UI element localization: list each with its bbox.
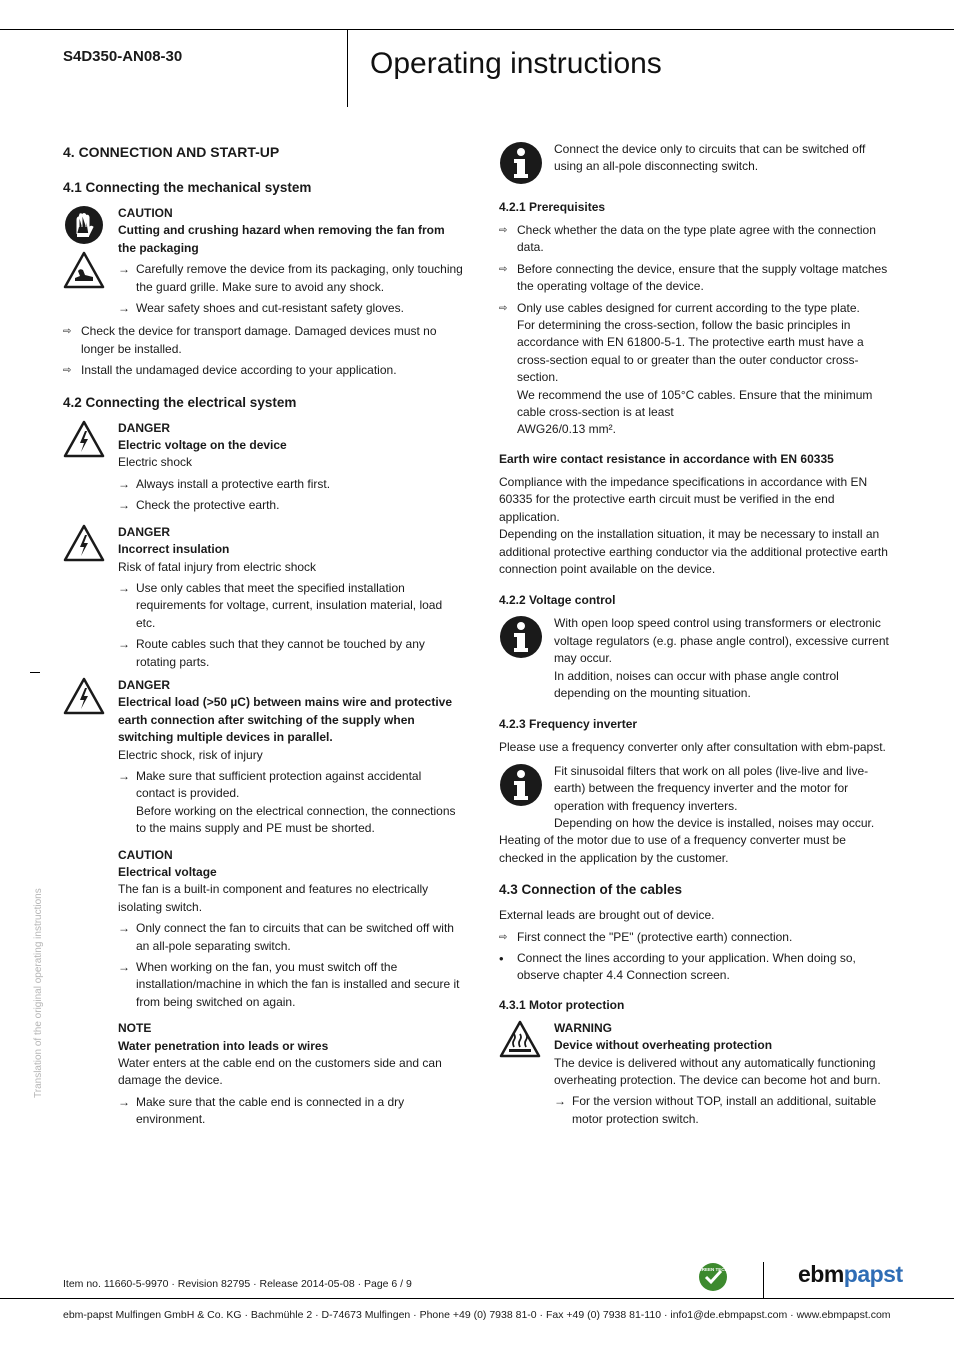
- header-divider: [347, 29, 348, 107]
- bullet-arrow-icon: ⇨: [63, 326, 72, 338]
- freq-heading: 4.2.3 Frequency inverter: [499, 717, 638, 732]
- c1-action-1: Only connect the fan to circuits that can be switched off with an all-pole separating switch.: [136, 921, 454, 953]
- high-voltage-icon: [63, 420, 105, 458]
- danger-block-3: [63, 677, 463, 1129]
- bullet-dot-icon: •: [499, 951, 504, 966]
- warning-title: Device without overheating protection: [554, 1038, 773, 1053]
- danger-block-1: [63, 420, 463, 515]
- danger-block-2: [63, 524, 463, 671]
- danger-title: Electric voltage on the device: [118, 438, 287, 453]
- bullet-arrow-icon: ⇨: [499, 225, 508, 236]
- info-block-freq: [499, 763, 891, 833]
- danger-label: DANGER: [118, 677, 171, 692]
- footer-rule: [0, 1298, 954, 1299]
- footer-address: ebm-papst Mulfingen GmbH & Co. KG · Bachmühle 2 · D-74673 Mulfingen · Phone +49 (0) 7938 81-0 · Fax +49 (0) 7938 81-110 · info1@de.ebmpapst.com · www.ebmpapst.com: [63, 1309, 891, 1321]
- danger-label: DANGER: [118, 420, 171, 435]
- note-desc: Water enters at the cable end on the customers side and can damage the device.: [118, 1056, 442, 1088]
- cables-item-1: First connect the "PE" (protective earth) connection.: [517, 929, 793, 944]
- motor-action: For the version without TOP, install an additional, suitable motor protection switch.: [572, 1094, 877, 1126]
- mech-action-2: Wear safety shoes and cut-resistant safety gloves.: [136, 301, 404, 316]
- danger-desc: Risk of fatal injury from electric shock: [118, 559, 317, 574]
- freq-info-2: Depending on how the device is installed, noises may occur.: [554, 815, 875, 830]
- model-number: S4D350-AN08-30: [63, 48, 183, 65]
- caution-title: Cutting and crushing hazard when removing the fan from the packaging: [118, 223, 445, 255]
- mech-bullet-2: Install the undamaged device according to your application.: [81, 363, 397, 378]
- high-voltage-icon: [63, 524, 105, 562]
- d3-action-1b: Before working on the electrical connection, the connections to the mains supply and PE must be shorted.: [136, 803, 456, 836]
- info-block-voltage: [499, 615, 891, 702]
- earth-heading: Earth wire contact resistance in accordance with EN 60335: [499, 451, 834, 466]
- n1-action-1: Make sure that the cable end is connected in a dry environment.: [136, 1094, 405, 1127]
- d1-action-2: Check the protective earth.: [136, 498, 280, 513]
- warning-label: WARNING: [554, 1020, 612, 1035]
- c1-action-2: When working on the fan, you must switch off the installation/machine in which the fan is installed and secure it from being switched on again.: [136, 960, 460, 1009]
- arrow-icon: →: [118, 301, 130, 316]
- arrow-icon: →: [118, 498, 130, 513]
- d1-action-1: Always install a protective earth first.: [136, 476, 331, 491]
- caution-electrical: [118, 847, 463, 1012]
- bullet-arrow-icon: ⇨: [499, 263, 508, 275]
- warning-desc: The device is delivered without any automatically functioning overheating protection. The device can become hot and burn.: [554, 1055, 881, 1088]
- info-icon: [499, 615, 543, 659]
- left-column: [63, 143, 463, 1129]
- motor-heading: 4.3.1 Motor protection: [499, 997, 625, 1012]
- info-icon: [499, 763, 543, 807]
- danger-title: Electrical load (>50 µC) between mains wire and protective earth connection after switching of the supply when switching multiple devices in parallel.: [118, 695, 453, 745]
- section-title: 4. CONNECTION AND START-UP: [63, 144, 280, 160]
- page-title: Operating instructions: [370, 47, 662, 80]
- caution-label: CAUTION: [118, 847, 173, 862]
- mech-caution-block: [63, 205, 463, 317]
- note-water: [118, 1020, 463, 1128]
- caution-desc: The fan is a built-in component and features no electrically isolating switch.: [118, 882, 429, 914]
- side-translation-note: Translation of the original operating instructions: [33, 888, 44, 1098]
- arrow-icon: →: [118, 921, 130, 936]
- crushing-hazard-icon: [63, 251, 105, 289]
- voltage-p1: With open loop speed control using transformers or electronic voltage regulators (e.g. phase angle control), excessive current may occur.: [554, 616, 889, 666]
- prereq-item-1: Check whether the data on the type plate agree with the connection data.: [517, 223, 876, 255]
- warning-block-motor: [499, 1020, 891, 1128]
- logo-part-papst: papst: [843, 1261, 903, 1287]
- badge-text: GREEN TECH: [698, 1267, 728, 1272]
- arrow-icon: →: [118, 476, 130, 491]
- voltage-heading: 4.2.2 Voltage control: [499, 593, 616, 608]
- arrow-icon: →: [118, 637, 130, 652]
- freq-intro: Please use a frequency converter only after consultation with ebm-papst.: [499, 740, 886, 755]
- footer-item-info: Item no. 11660-5-9970 · Revision 82795 · Release 2014-05-08 · Page 6 / 9: [63, 1278, 412, 1290]
- hot-surface-icon: [499, 1020, 541, 1058]
- company-logo: [798, 1258, 903, 1290]
- arrow-icon: →: [118, 768, 130, 783]
- margin-mark: [30, 672, 40, 673]
- mech-heading: 4.1 Connecting the mechanical system: [63, 180, 312, 195]
- info-icon: [499, 141, 543, 185]
- note-label: NOTE: [118, 1021, 152, 1036]
- high-voltage-icon: [63, 677, 105, 715]
- cables-intro: External leads are brought out of device.: [499, 908, 715, 923]
- logo-part-ebm: ebm: [798, 1261, 844, 1287]
- prereq-heading: 4.2.1 Prerequisites: [499, 200, 606, 214]
- cables-item-2: Connect the lines according to your application. When doing so, observe chapter 4.4 Connection screen.: [517, 951, 856, 983]
- freq-info-1: Fit sinusoidal filters that work on all poles (live-live and live-earth) between the frequency inverter and the motor for operation with frequency inverters.: [554, 763, 869, 813]
- header-rule: [0, 29, 954, 30]
- arrow-icon: →: [118, 960, 130, 975]
- mech-bullet-1: Check the device for transport damage. Damaged devices must no longer be installed.: [81, 324, 437, 356]
- caution-title: Electrical voltage: [118, 865, 217, 879]
- danger-desc: Electric shock, risk of injury: [118, 747, 263, 762]
- earth-p1: Compliance with the impedance specifications in accordance with EN 60335 for the protective earth circuit must be verified in the end application.: [499, 474, 868, 524]
- prereq-item-3c: We recommend the use of 105°C cables. Ensure that the minimum cable cross-section is at least: [517, 387, 873, 420]
- prereq-item-2: Before connecting the device, ensure that the supply voltage matches the operating voltage of the device.: [517, 261, 888, 294]
- prereq-list: [499, 222, 891, 439]
- mech-action-1: Carefully remove the device from its packaging, only touching the guard grille. Make sure to avoid any shock.: [136, 262, 463, 294]
- caution-label: CAUTION: [118, 206, 173, 220]
- info-block-1: [499, 141, 891, 185]
- arrow-icon: →: [118, 1094, 130, 1109]
- cables-list: [499, 929, 891, 985]
- d2-action-2: Route cables such that they cannot be touched by any rotating parts.: [136, 637, 425, 669]
- earth-p2: Depending on the installation situation, it may be necessary to install an additional protective earthing conductor via the additional protective earth connection point available on the device.: [499, 527, 888, 576]
- arrow-icon: →: [554, 1094, 566, 1109]
- prereq-item-3d: AWG26/0.13 mm².: [517, 422, 616, 437]
- cables-heading: 4.3 Connection of the cables: [499, 882, 683, 898]
- right-column: [499, 141, 891, 1128]
- danger-title: Incorrect insulation: [118, 542, 230, 557]
- danger-desc: Electric shock: [118, 455, 193, 470]
- d2-action-1: Use only cables that meet the specified installation requirements for voltage, current, insulation material, load etc.: [136, 580, 443, 630]
- bullet-arrow-icon: ⇨: [499, 302, 508, 314]
- logo-divider: [763, 1262, 764, 1298]
- info-text-1: Connect the device only to circuits that can be switched off using an all-pole disconnecting switch.: [554, 142, 866, 174]
- arrow-icon: →: [118, 580, 130, 595]
- danger-label: DANGER: [118, 524, 171, 539]
- mech-list: [63, 323, 463, 379]
- voltage-p2: In addition, noises can occur with phase angle control depending on the mounting situation.: [554, 668, 839, 700]
- bullet-arrow-icon: ⇨: [63, 365, 72, 377]
- bullet-arrow-icon: ⇨: [499, 931, 508, 943]
- green-tech-badge-icon: [698, 1262, 728, 1292]
- note-title: Water penetration into leads or wires: [118, 1038, 329, 1053]
- prereq-item-3: Only use cables designed for current according to the type plate.: [517, 300, 860, 315]
- gloves-icon: [63, 205, 105, 245]
- d3-action-1: Make sure that sufficient protection against accidental contact is provided.: [136, 768, 422, 801]
- freq-outro: Heating of the motor due to use of a frequency converter must be checked in the application by the customer.: [499, 833, 846, 865]
- prereq-item-3b: For determining the cross-section, follow the basic principles in accordance with EN 61800-5-1. The protective earth must have a cross-section equal to or greater than the outer conductor cross-section.: [517, 318, 864, 385]
- arrow-icon: →: [118, 262, 130, 277]
- elec-heading: 4.2 Connecting the electrical system: [63, 394, 297, 410]
